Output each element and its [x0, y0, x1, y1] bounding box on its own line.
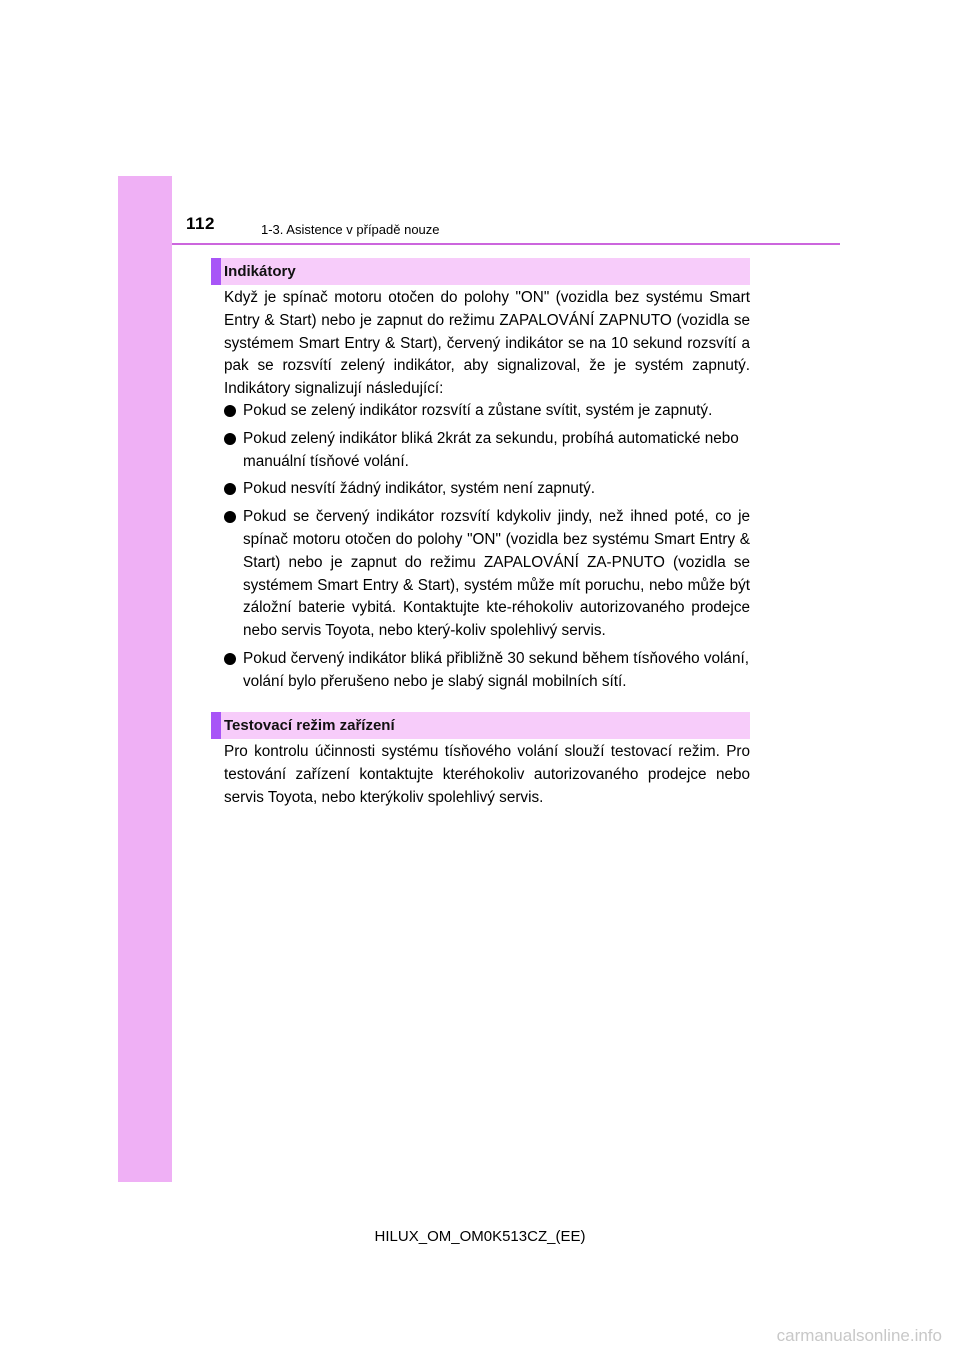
- list-item: [224, 400, 750, 423]
- running-header: 1-3. Asistence v případě nouze: [261, 222, 440, 237]
- bullet-icon: [224, 511, 236, 523]
- section-title: Testovací režim zařízení: [224, 717, 395, 734]
- bullet-icon: [224, 483, 236, 495]
- side-tab-band: [118, 176, 172, 1182]
- list-item: [224, 478, 750, 501]
- page-number: 112: [186, 214, 215, 233]
- header-rule: [172, 243, 840, 245]
- list-item: [224, 648, 750, 694]
- section-title: Indikátory: [224, 263, 296, 280]
- watermark: carmanualsonline.info: [776, 1326, 942, 1345]
- indicator-list: [224, 400, 750, 699]
- test-mode-text: Pro kontrolu účinnosti systému tísňového volání slouží testovací režim. Pro testování zařízení kontaktujte kteréhokoliv autorizovaného prodejce nebo servis Toyota, nebo kterýkoliv spolehlivý servis.: [224, 743, 750, 806]
- bullet-icon: [224, 653, 236, 665]
- list-item-text: Pokud se červený indikátor rozsvítí kdykoliv jindy, než ihned poté, co je spínač motoru otočen do polohy "ON" (vozidla bez systému Smart Entry & Start) nebo je zapnut do režimu ZAPALOVÁNÍ ZA-PNUTO (vozidla se systémem Smart Entry & Start), systém může mít poruchu, nebo může být záložní baterie vybitá. Kontaktujte kte-réhokoliv autorizovaného prodejce nebo servis Toyota, nebo který-koliv spolehlivý servis.: [243, 508, 750, 640]
- document-code: HILUX_OM_OM0K513CZ_(EE): [374, 1228, 586, 1245]
- bullet-icon: [224, 405, 236, 417]
- list-item-text: Pokud se zelený indikátor rozsvítí a zůstane svítit, systém je zapnutý.: [243, 402, 713, 419]
- list-item-text: Pokud zelený indikátor bliká 2krát za sekundu, probíhá automatické nebo manuální tísňové volání.: [243, 429, 739, 470]
- section-heading-test-mode: [211, 712, 750, 739]
- indicators-intro: Když je spínač motoru otočen do polohy "ON" (vozidla bez systému Smart Entry & Start) nebo je zapnut do režimu ZAPALOVÁNÍ ZAPNUTO (vozidla se systémem Smart Entry & Start), červený indikátor se na 10 sekund rozsvítí a pak se rozsvítí zelený indikátor, aby signalizoval, že je systém zapnutý. Indikátory signalizují následující:: [224, 289, 750, 398]
- list-item-text: Pokud červený indikátor bliká přibližně 30 sekund během tísňového volání, volání bylo přerušeno nebo je slabý signál mobilních sítí.: [243, 649, 749, 690]
- list-item-text: Pokud nesvítí žádný indikátor, systém není zapnutý.: [243, 480, 596, 498]
- section-heading-indicators: [211, 258, 750, 285]
- list-item: [224, 428, 750, 474]
- list-item: [224, 506, 750, 643]
- bullet-icon: [224, 433, 236, 445]
